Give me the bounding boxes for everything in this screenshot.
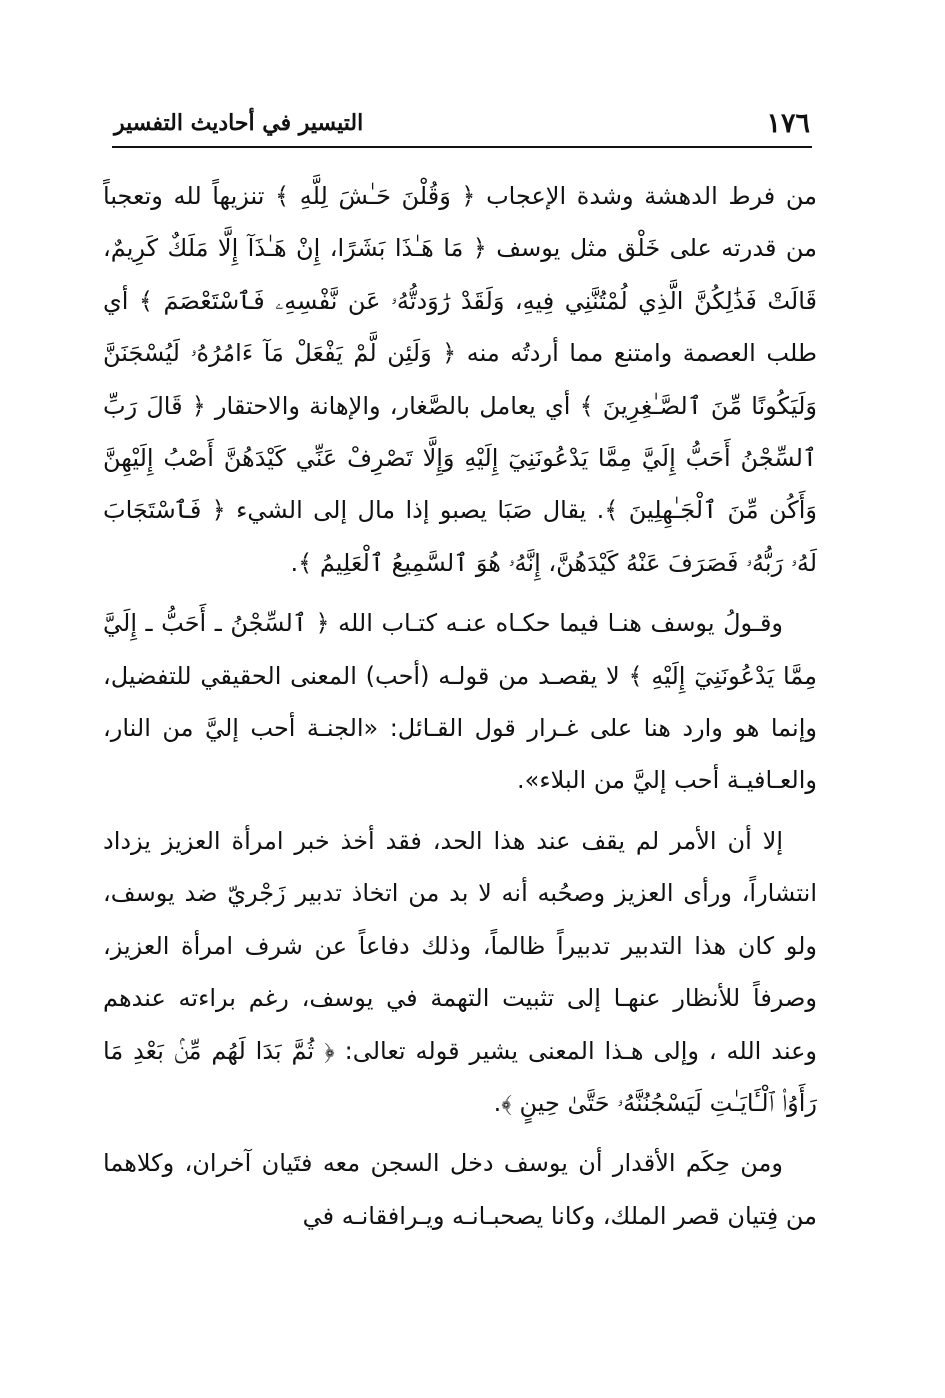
page-header: [112, 104, 812, 146]
header-divider: [112, 146, 812, 148]
running-title: التيسير في أحاديث التفسير: [114, 110, 364, 136]
paragraph-4: ومن حِكَم الأقدار أن يوسف دخل السجن معه فتَيان آخران، وكلاهما من فِتيان قصر الملك، وكانا يصحبـانـه ويـرافقانـه في: [103, 1149, 817, 1230]
paragraph-1: من فرط الدهشة وشدة الإعجاب ﴿ وَقُلْنَ حَـٰشَ لِلَّهِ ﴾ تنزيهاً لله وتعجباً من قدرته على خَلْق مثل يوسف ﴿ مَا هَـٰذَا بَشَرًا، إِنْ هَـٰذَآ إِلَّا مَلَكٌ كَرِيمٌ، قَالَتْ فَذَٰلِكُنَّ الَّذِي لُمْتُنَّنِي فِيهِ، وَلَقَدْ رَٰوَدتُّهُۥ عَن نَّفْسِهِۦ فَٱسْتَعْصَمَ ﴾ أي طلب العصمة وامتنع مما أردتُه منه ﴿ وَلَئِن لَّمْ يَفْعَلْ مَآ ءَامُرُهُۥ لَيُسْجَنَنَّ وَلَيَكُونًا مِّنَ ٱلصَّـٰغِرِينَ ﴾ أي يعامل بالصَّغار، والإهانة والاحتقار ﴿ قَالَ رَبِّ ٱلسِّجْنُ أَحَبُّ إِلَيَّ مِمَّا يَدْعُونَنِيٓ إِلَيْهِ وَإِلَّا تَصْرِفْ عَنِّي كَيْدَهُنَّ أَصْبُ إِلَيْهِنَّ وَأَكُن مِّنَ ٱلْجَـٰهِلِينَ ﴾. يقال صَبَا يصبو إذا مال إلى الشيء ﴿ فَٱسْتَجَابَ لَهُۥ رَبُّهُۥ فَصَرَفَ عَنْهُ كَيْدَهُنَّ، إِنَّهُۥ هُوَ ٱلسَّمِيعُ ٱلْعَلِيمُ ﴾.: [103, 182, 817, 577]
page-number: ١٧٦: [766, 108, 810, 139]
page-body: [103, 170, 817, 1242]
paragraph-3: إلا أن الأمر لم يقف عند هذا الحد، فقد أخذ خبر امرأة العزيز يزداد انتشاراً، ورأى العزيز وصحُبه أنه لا بد من اتخاذ تدبير زَجْريّ ضد يوسف، ولو كان هذا التدبير تدبيراً ظالماً، وذلك دفاعاً عن شرف امرأة العزيز، وصرفاً للأنظار عنهـا إلى تثبيت التهمة في يوسف، رغم براءته عندهم وعند الله ، وإلى هـذا المعنى يشير قوله تعالى: ﴿ ثُمَّ بَدَا لَهُم مِّنۢ بَعْدِ مَا رَأَوُا۟ ٱلْـَٔايَـٰتِ لَيَسْجُنُنَّهُۥ حَتَّىٰ حِينٍ ﴾.: [103, 826, 817, 1117]
paragraph-2: وقـولُ يوسف هنـا فيما حكـاه عنـه كتـاب الله ﴿ ٱلسِّجْنُ ـ أَحَبُّ ـ إِلَيَّ مِمَّا يَدْعُونَنِيٓ إِلَيْهِ ﴾ لا يقصـد من قولـه (أحب) المعنى الحقيقي للتفضيل، وإنما هو وارد هنا على غـرار قول القـائل: «الجنـة أحب إليَّ من النار، والعـافيـة أحب إليَّ من البلاء».: [103, 609, 817, 795]
